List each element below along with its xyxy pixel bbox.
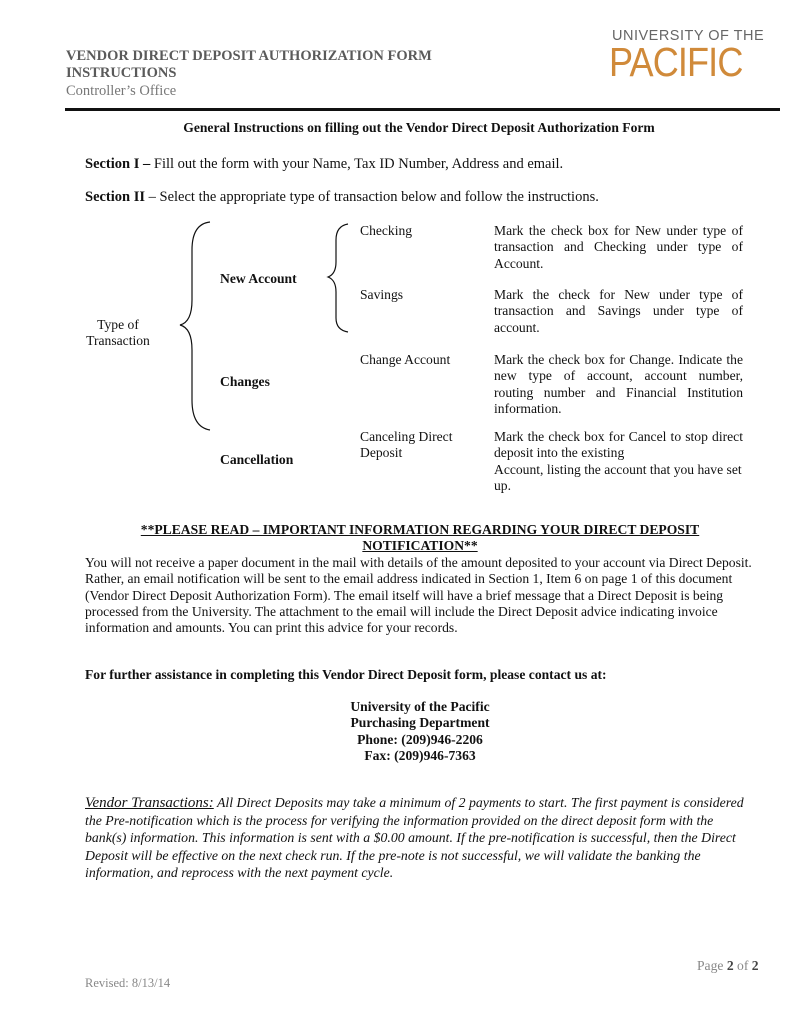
- logo-university: UNIVERSITY OF THE: [612, 28, 765, 44]
- logo-pacific: PACIFIC: [609, 39, 743, 85]
- type-of-transaction-label: [80, 317, 156, 350]
- desc-savings: Mark the check for New under type of transaction and Savings under type of account.: [494, 287, 743, 335]
- desc-change-account: Mark the check box for Change. Indicate the new type of account, account number, routing number and Financial Institution information.: [494, 352, 743, 416]
- desc-canceling-line2: Account, listing the account that you have set up.: [494, 461, 742, 493]
- desc-canceling: [494, 429, 743, 494]
- page-current: 2: [726, 958, 734, 973]
- small-brace: [328, 224, 348, 332]
- contact-fax: Fax: (209)946-7363: [364, 747, 476, 763]
- office-subtitle: Controller’s Office: [66, 83, 177, 99]
- instructions-heading: General Instructions on filling out the Vendor Direct Deposit Authorization Form: [183, 120, 655, 135]
- type-savings: Savings: [360, 287, 404, 302]
- type-checking: Checking: [360, 223, 413, 238]
- large-brace: [180, 222, 210, 430]
- page-number: [697, 958, 759, 974]
- section-1-text: Fill out the form with your Name, Tax ID Number, Address and email.: [150, 156, 564, 172]
- notice-heading: [85, 522, 755, 555]
- desc-checking: Mark the check box for New under type of transaction and Checking under type of Account.: [494, 223, 743, 271]
- form-title-line2: INSTRUCTIONS: [66, 65, 177, 81]
- contact-dept: Purchasing Department: [350, 715, 490, 731]
- form-title-line1: VENDOR DIRECT DEPOSIT AUTHORIZATION FORM: [66, 48, 432, 64]
- section-1-label: Section I –: [85, 156, 151, 172]
- vendor-transactions-note: [85, 794, 755, 881]
- notice-heading-line2: NOTIFICATION**: [362, 538, 478, 554]
- type-change-account: Change Account: [360, 352, 451, 367]
- contact-org: University of the Pacific: [350, 699, 490, 714]
- page-total: 2: [751, 958, 759, 973]
- contact-block: [85, 699, 755, 764]
- root-line1: Type of: [97, 317, 139, 332]
- group-new-account: New Account: [220, 271, 297, 286]
- page-prefix: Page: [697, 958, 727, 973]
- section-2-text: – Select the appropriate type of transaction below and follow the instructions.: [145, 189, 599, 205]
- type-canceling: Canceling Direct Deposit: [360, 429, 453, 461]
- desc-canceling-line1: Mark the check box for Cancel to stop direct deposit into the existing: [494, 429, 743, 461]
- assistance-text: For further assistance in completing this Vendor Direct Deposit form, please contact us at:: [85, 667, 607, 682]
- group-cancellation: Cancellation: [220, 452, 294, 467]
- root-line2: Transaction: [86, 333, 150, 349]
- notice-body: You will not receive a paper document in the mail with details of the amount deposited to your account via Direct Deposit. Rather, an email notification will be sent to the email address indicated in Section 1, Item 6 on page 1 of this document (Vendor Direct Deposit Authorization Form). The email itself will have a brief message that a Direct Deposit is being processed from the University. The attachment to the email will include the Direct Deposit advice indicating invoice information and amounts. You can print this advice for your records.: [85, 555, 752, 636]
- vendor-label: Vendor Transactions:: [85, 795, 214, 811]
- notice-heading-line1: **PLEASE READ – IMPORTANT INFORMATION REGARDING YOUR DIRECT DEPOSIT: [140, 522, 700, 537]
- page-of: of: [733, 958, 752, 973]
- section-2-label: Section II: [85, 189, 146, 205]
- contact-phone: Phone: (209)946-2206: [357, 731, 483, 747]
- vendor-text: All Direct Deposits may take a minimum of 2 payments to start. The first payment is considered the Pre-notification which is the process for verifying the information provided on the direct deposit form with the bank(s) information. This information is sent with a $0.00 amount. If the pre-notification is successful, then the Direct Deposit will be effective on the next check run. If the pre-note is not successful, we will validate the banking the information, and reprocess with the next payment cycle.: [85, 795, 744, 880]
- revised-date: Revised: 8/13/14: [85, 976, 171, 990]
- group-changes: Changes: [220, 374, 270, 389]
